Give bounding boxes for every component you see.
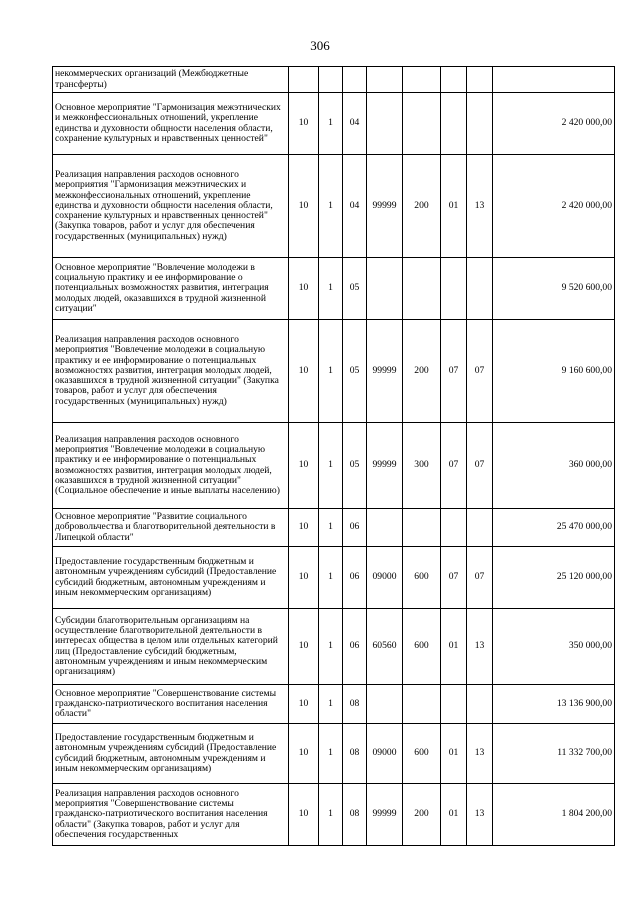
row-code-2: 1 (319, 155, 343, 258)
row-code-7: 13 (467, 609, 493, 685)
row-code-1: 10 (289, 155, 319, 258)
row-amount: 11 332 700,00 (493, 724, 615, 784)
row-code-5 (403, 509, 441, 547)
row-code-1: 10 (289, 547, 319, 609)
row-code-2: 1 (319, 423, 343, 509)
row-code-3: 06 (343, 509, 367, 547)
row-description: Субсидии благотворительным организациям на осуществление благотворительной деятельности в интересах общества в целом или отдельных категорий лиц (Предоставление субсидий бюджетным, автономным учреждениям и иным некоммерческим организациям) (53, 609, 289, 685)
row-code-6 (441, 93, 467, 155)
row-code-1: 10 (289, 724, 319, 784)
row-code-1: 10 (289, 609, 319, 685)
row-code-1: 10 (289, 258, 319, 320)
page-number: 306 (310, 38, 330, 53)
row-code-6: 01 (441, 784, 467, 846)
row-description: Основное мероприятие "Гармонизация межэтнических и межконфессиональных отношений, укрепление единства и духовности общности населения области, сохранение культурных и нравственных ценностей" (53, 93, 289, 155)
table-row (53, 547, 615, 609)
row-code-3: 04 (343, 93, 367, 155)
row-code-4 (367, 685, 403, 724)
row-code-3: 05 (343, 320, 367, 423)
budget-table (52, 66, 615, 846)
row-code-5: 200 (403, 784, 441, 846)
row-code-1: 10 (289, 784, 319, 846)
table-row (53, 609, 615, 685)
row-code-7: 13 (467, 155, 493, 258)
row-code-3: 04 (343, 155, 367, 258)
row-amount: 25 470 000,00 (493, 509, 615, 547)
table-row (53, 320, 615, 423)
row-code-6 (441, 509, 467, 547)
row-code-4: 99999 (367, 784, 403, 846)
row-code-5 (403, 685, 441, 724)
row-description: Основное мероприятие "Совершенствование системы гражданско-патриотического воспитания населения области" (53, 685, 289, 724)
row-code-4 (367, 67, 403, 93)
row-code-4: 09000 (367, 724, 403, 784)
row-description: Реализация направления расходов основного мероприятия "Вовлечение молодежи в социальную практику и ее информирование о потенциальных возможностях развития, интеграция молодых людей, оказавшихся в трудной жизненной ситуации" (Социальное обеспечение и иные выплаты населению) (53, 423, 289, 509)
row-code-6: 07 (441, 423, 467, 509)
row-code-7: 13 (467, 784, 493, 846)
row-code-6: 01 (441, 724, 467, 784)
row-code-4: 60560 (367, 609, 403, 685)
row-code-1: 10 (289, 423, 319, 509)
row-code-7 (467, 93, 493, 155)
row-code-6 (441, 258, 467, 320)
table-row (53, 67, 615, 93)
row-code-5 (403, 93, 441, 155)
row-description: Предоставление государственным бюджетным и автономным учреждениям субсидий (Предоставление субсидий бюджетным, автономным учреждениям и иным некоммерческим организациям) (53, 547, 289, 609)
row-code-5: 200 (403, 320, 441, 423)
row-code-4 (367, 509, 403, 547)
row-description: некоммерческих организаций (Межбюджетные трансферты) (53, 67, 289, 93)
row-code-2: 1 (319, 724, 343, 784)
row-code-4: 09000 (367, 547, 403, 609)
table-row (53, 93, 615, 155)
row-code-5: 200 (403, 155, 441, 258)
row-code-6: 07 (441, 320, 467, 423)
row-code-6: 01 (441, 155, 467, 258)
row-code-2: 1 (319, 258, 343, 320)
row-code-7: 07 (467, 320, 493, 423)
row-code-3: 08 (343, 784, 367, 846)
row-amount: 9 520 600,00 (493, 258, 615, 320)
table-row (53, 784, 615, 846)
row-code-1: 10 (289, 509, 319, 547)
row-code-5: 300 (403, 423, 441, 509)
table-row (53, 423, 615, 509)
row-amount: 360 000,00 (493, 423, 615, 509)
row-code-5 (403, 67, 441, 93)
table-row (53, 258, 615, 320)
row-code-7: 07 (467, 423, 493, 509)
row-code-4 (367, 258, 403, 320)
row-description: Основное мероприятие "Развитие социального добровольчества и благотворительной деятельности в Липецкой области" (53, 509, 289, 547)
row-code-7: 07 (467, 547, 493, 609)
row-amount: 1 804 200,00 (493, 784, 615, 846)
row-code-5: 600 (403, 609, 441, 685)
row-code-7 (467, 67, 493, 93)
row-code-2: 1 (319, 509, 343, 547)
row-code-3: 06 (343, 547, 367, 609)
row-code-2: 1 (319, 685, 343, 724)
row-amount: 2 420 000,00 (493, 155, 615, 258)
row-amount: 13 136 900,00 (493, 685, 615, 724)
row-code-7 (467, 258, 493, 320)
table-row (53, 155, 615, 258)
row-code-4: 99999 (367, 423, 403, 509)
row-description: Реализация направления расходов основного мероприятия "Гармонизация межэтнических и межконфессиональных отношений, укрепление единства и духовности общности населения области, сохранение культурных и нравственных ценностей" (Закупка товаров, работ и услуг для обеспечения государственных (муниципальных) нужд) (53, 155, 289, 258)
row-amount: 25 120 000,00 (493, 547, 615, 609)
row-code-2: 1 (319, 547, 343, 609)
row-amount: 9 160 600,00 (493, 320, 615, 423)
row-code-3: 05 (343, 423, 367, 509)
row-code-4: 99999 (367, 155, 403, 258)
row-code-6: 07 (441, 547, 467, 609)
row-code-7: 13 (467, 724, 493, 784)
row-code-5 (403, 258, 441, 320)
table-row (53, 509, 615, 547)
table-row (53, 724, 615, 784)
row-code-3: 08 (343, 724, 367, 784)
row-code-2: 1 (319, 320, 343, 423)
row-code-1: 10 (289, 93, 319, 155)
row-code-2: 1 (319, 93, 343, 155)
row-code-1: 10 (289, 320, 319, 423)
row-amount: 2 420 000,00 (493, 93, 615, 155)
row-code-4 (367, 93, 403, 155)
row-code-2: 1 (319, 609, 343, 685)
row-code-5: 600 (403, 547, 441, 609)
row-description: Предоставление государственным бюджетным и автономным учреждениям субсидий (Предоставление субсидий бюджетным, автономным учреждениям и иным некоммерческим организациям) (53, 724, 289, 784)
row-amount (493, 67, 615, 93)
row-code-1 (289, 67, 319, 93)
row-code-6: 01 (441, 609, 467, 685)
row-code-1: 10 (289, 685, 319, 724)
row-amount: 350 000,00 (493, 609, 615, 685)
row-code-3: 05 (343, 258, 367, 320)
row-code-6 (441, 67, 467, 93)
row-code-7 (467, 509, 493, 547)
row-code-3: 06 (343, 609, 367, 685)
row-code-7 (467, 685, 493, 724)
row-code-2 (319, 67, 343, 93)
row-code-5: 600 (403, 724, 441, 784)
row-code-3 (343, 67, 367, 93)
table-body (53, 67, 615, 846)
row-code-4: 99999 (367, 320, 403, 423)
row-description: Реализация направления расходов основного мероприятия "Вовлечение молодежи в социальную практику и ее информирование о потенциальных возможностях развития, интеграция молодых людей, оказавшихся в трудной жизненной ситуации" (Закупка товаров, работ и услуг для обеспечения государственных (муниципальных) нужд) (53, 320, 289, 423)
row-code-6 (441, 685, 467, 724)
row-description: Основное мероприятие "Вовлечение молодежи в социальную практику и ее информирование о потенциальных возможностях развития, интеграция молодых людей, оказавшихся в трудной жизненной ситуации" (53, 258, 289, 320)
row-code-2: 1 (319, 784, 343, 846)
row-description: Реализация направления расходов основного мероприятия "Совершенствование системы гражданско-патриотического воспитания населения области" (Закупка товаров, работ и услуг для обеспечения государственных (53, 784, 289, 846)
table-row (53, 685, 615, 724)
row-code-3: 08 (343, 685, 367, 724)
